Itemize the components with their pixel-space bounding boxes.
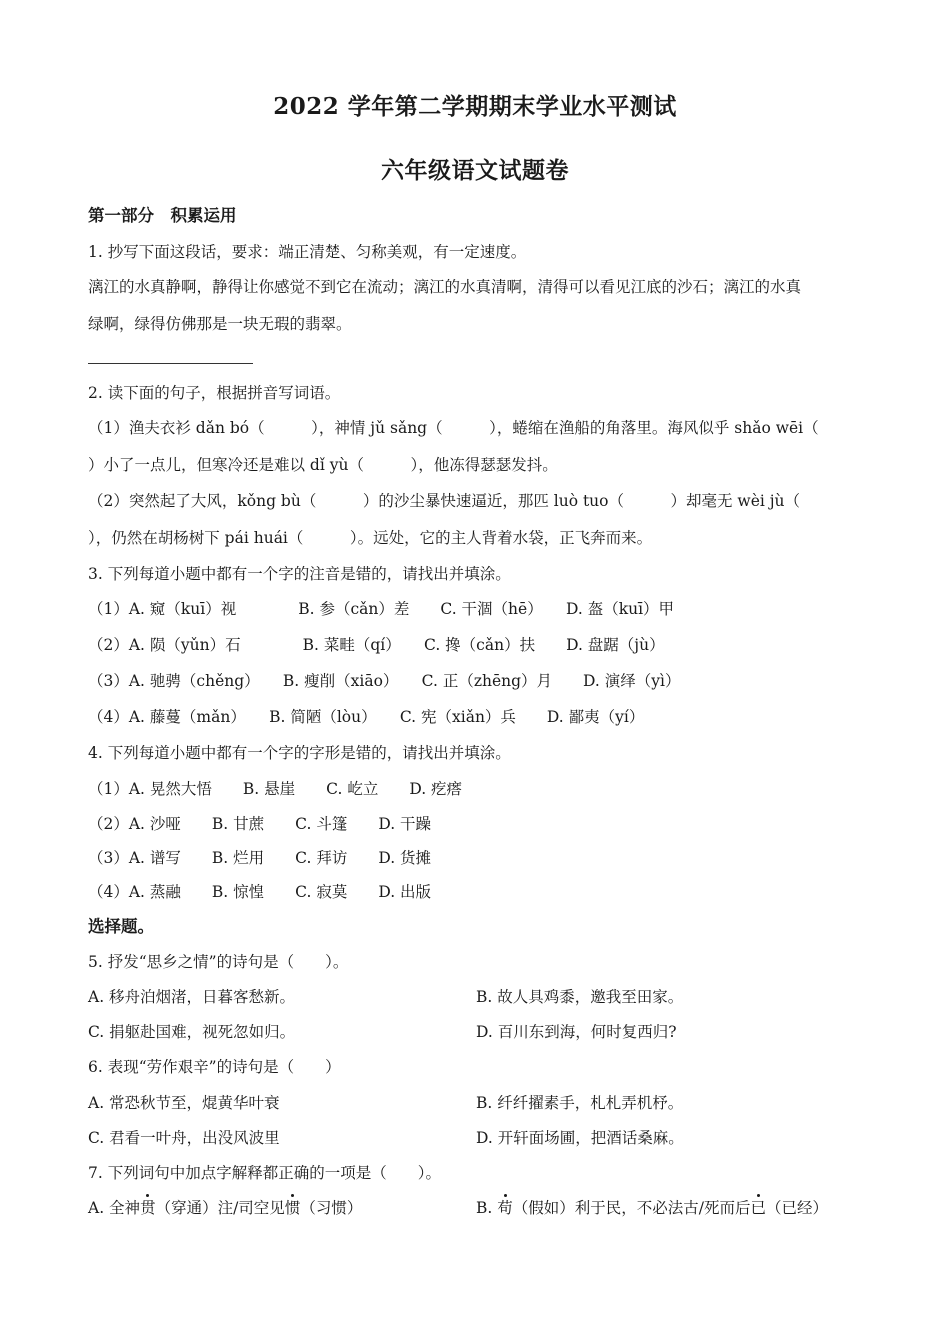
q7-b-suffix: （已经） [766,1199,829,1217]
q4-row: （4）A. 蒸融 B. 惊惶 C. 寂莫 D. 出版 [88,883,432,901]
q7-a-mid: （穿通）注/司空见 [155,1199,285,1217]
q6-option-b: B. 纤纤擢素手，札札弄机杼。 [476,1094,684,1112]
dotted-char: 贯 [140,1199,156,1217]
q2-line2: ）小了一点儿，但寒冷还是难以 dǐ yù（ ），他冻得瑟瑟发抖。 [88,456,558,474]
q3-row: （3）A. 驰骋（chěng） B. 瘦削（xiāo） C. 正（zhēng）月 D. 演绎（yì） [88,672,681,690]
q3-row: （1）A. 窥（kuī）视 B. 参（cǎn）差 C. 干涸（hē） D. 盔（kuī）甲 [88,600,675,618]
q6-stem: 6. 表现“劳作艰辛”的诗句是（ ） [88,1058,341,1076]
q5-option-d: D. 百川东到海，何时复西归? [476,1023,677,1041]
q2-line3: （2）突然起了大风，kǒng bù（ ）的沙尘暴快速逼近，那匹 luò tuo（ ）却毫无 wèi jù（ [88,492,801,510]
q6-option-d: D. 开轩面场圃，把酒话桑麻。 [476,1129,684,1147]
exam-title: 2022 学年第二学期期末学业水平测试 [273,93,677,120]
q4-row: （3）A. 谱写 B. 烂用 C. 拜访 D. 货摊 [88,849,432,867]
q2-stem: 2. 读下面的句子，根据拼音写词语。 [88,384,341,402]
q2-line1: （1）渔夫衣衫 dǎn bó（ ），神情 jǔ sǎng（ ），蜷缩在渔船的角落里。海风似乎 shǎo wēi（ [88,419,819,437]
q4-row: （2）A. 沙哑 B. 甘蔗 C. 斗篷 D. 干躁 [88,815,432,833]
q7-b-prefix: B. [476,1199,498,1217]
q7-option-a [88,1198,362,1218]
q5-stem: 5. 抒发“思乡之情”的诗句是（ ）。 [88,953,349,971]
section1-heading: 第一部分 积累运用 [88,206,237,225]
q7-a-suffix: （习惯） [300,1199,363,1217]
q4-row: （1）A. 晃然大悟 B. 悬崖 C. 屹立 D. 疙瘩 [88,780,463,798]
q7-b-mid: （假如）利于民，不必法古/死而后 [512,1199,751,1217]
q3-row: （4）A. 藤蔓（mǎn） B. 简陋（lòu） C. 宪（xiǎn）兵 D. 鄙夷（yí） [88,708,645,726]
q1-passage-line2: 绿啊，绿得仿佛那是一块无瑕的翡翠。 [88,315,352,333]
q4-stem: 4. 下列每道小题中都有一个字的字形是错的，请找出并填涂。 [88,744,511,762]
q7-a-prefix: A. 全神 [88,1199,141,1217]
q5-option-a: A. 移舟泊烟渚，日暮客愁新。 [88,988,296,1006]
dotted-char: 苟 [497,1199,513,1217]
q5-option-b: B. 故人具鸡黍，邀我至田家。 [476,988,684,1006]
choice-section-heading: 选择题。 [88,917,154,936]
q1-stem: 1. 抄写下面这段话，要求：端正清楚、匀称美观，有一定速度。 [88,243,527,261]
q3-row: （2）A. 陨（yǔn）石 B. 菜畦（qí） C. 搀（cǎn）扶 D. 盘踞（jù） [88,636,665,654]
q3-stem: 3. 下列每道小题中都有一个字的注音是错的，请找出并填涂。 [88,565,511,583]
q7-option-b [476,1198,828,1218]
q6-option-c: C. 君看一叶舟，出没风波里 [88,1129,280,1147]
answer-line [88,363,253,364]
q7-stem: 7. 下列词句中加点字解释都正确的一项是（ ）。 [88,1164,441,1182]
q1-passage-line1: 漓江的水真静啊，静得让你感觉不到它在流动；漓江的水真清啊，清得可以看见江底的沙石；漓江的水真 [88,278,802,296]
dotted-char: 惯 [284,1199,301,1217]
q5-option-c: C. 捐躯赴国难，视死忽如归。 [88,1023,296,1041]
q2-line4: ），仍然在胡杨树下 pái huái（ ）。远处，它的主人背着水袋，正飞奔而来。 [88,529,653,547]
exam-subtitle: 六年级语文试题卷 [381,157,569,184]
q6-option-a: A. 常恐秋节至，焜黄华叶衰 [88,1094,280,1112]
dotted-char: 已 [750,1199,767,1217]
